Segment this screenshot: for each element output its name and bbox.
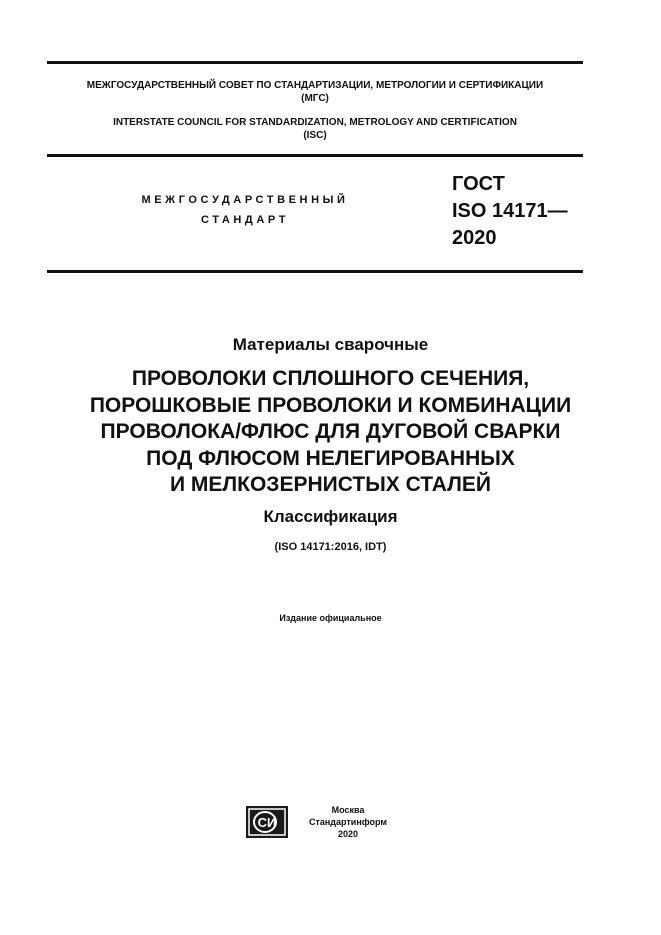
edition-note: Издание официальное [279,613,382,623]
title-line: ПОРОШКОВЫЕ ПРОВОЛОКИ И КОМБИНАЦИИ [89,393,572,417]
publisher-city: Москва [331,805,365,815]
title-line: ПРОВОЛОКА/ФЛЮС ДЛЯ ДУГОВОЙ СВАРКИ [100,420,561,443]
publisher-block [246,802,396,842]
standartinform-logo-icon [246,806,288,838]
publication-year: 2020 [337,829,359,839]
classification-subtitle: Классификация [263,507,398,526]
council-en-line1: INTERSTATE COUNCIL FOR STANDARDIZATION, METROLOGY AND CERTIFICATION [113,117,517,128]
title-line: ПОД ФЛЮСОМ НЕЛЕГИРОВАННЫХ [146,446,515,470]
logo-text: СИ [257,815,277,830]
council-name-en [47,116,583,142]
publisher-name: Стандартинформ [308,817,388,827]
standard-kind-line1: МЕЖГОСУДАРСТВЕННЫЙ [141,194,349,206]
middle-rule [47,154,583,157]
title-line: ПРОВОЛОКИ СПЛОШНОГО СЕЧЕНИЯ, [131,367,530,390]
subject-heading: Материалы сварочные [232,335,429,354]
standard-kind-line2: СТАНДАРТ [200,214,290,226]
bottom-rule [47,270,583,273]
council-en-line2: (ISC) [303,130,327,141]
council-name-ru [47,79,583,105]
gost-designation-line1: ГОСТ [452,173,505,195]
document-title [0,366,661,499]
top-rule [47,61,583,64]
council-ru-line1: МЕЖГОСУДАРСТВЕННЫЙ СОВЕТ ПО СТАНДАРТИЗАЦИИ, МЕТРОЛОГИИ И СЕРТИФИКАЦИИ [86,80,544,91]
council-ru-line2: (МГС) [301,93,329,104]
gost-designation-line2: ISO 14171— [452,200,568,222]
gost-designation-line3: 2020 [452,227,497,249]
iso-reference: (ISO 14171:2016, IDT) [274,541,387,553]
title-line: И МЕЛКОЗЕРНИСТЫХ СТАЛЕЙ [169,473,492,496]
